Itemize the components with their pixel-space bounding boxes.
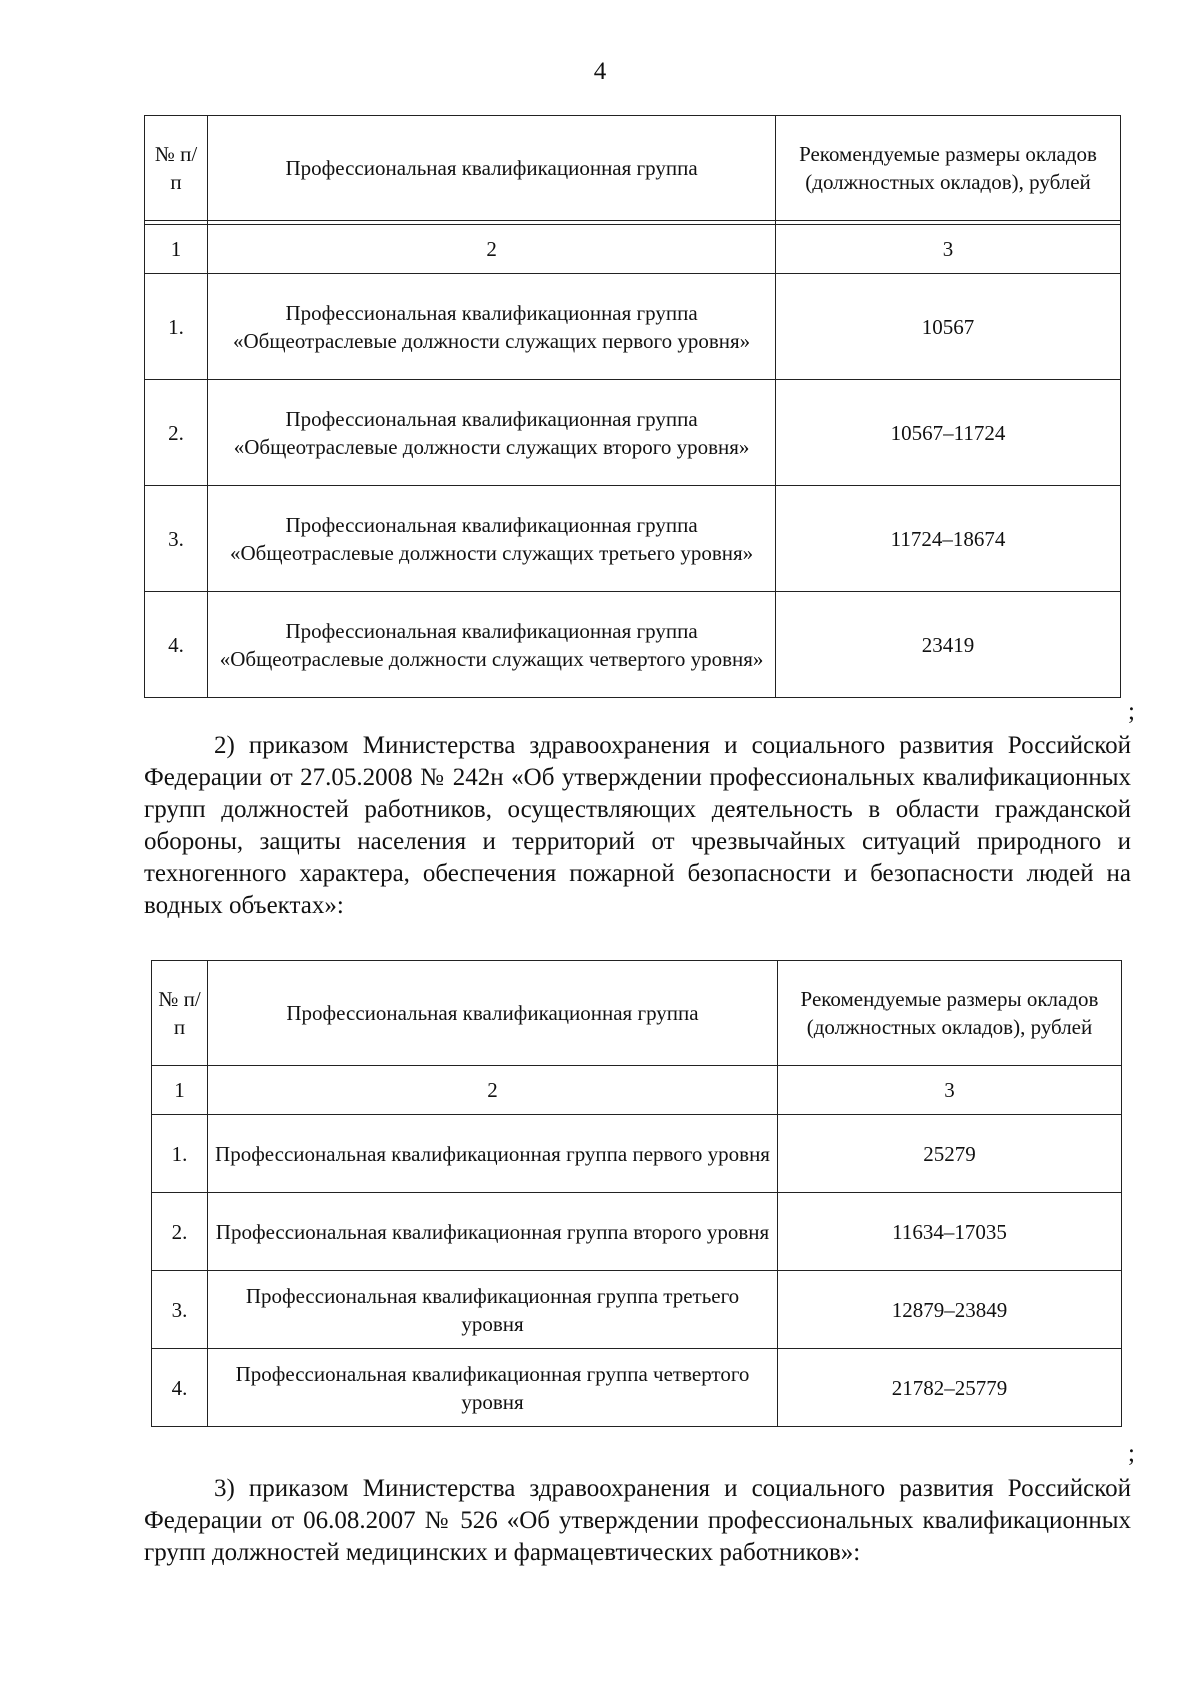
row-salary: 11634–17035 [778,1193,1122,1271]
column-number-2: 2 [208,225,776,274]
table-1-semicolon: ; [1128,698,1135,725]
table-header-row [145,116,1121,221]
row-number: 2. [152,1193,208,1271]
page-number: 4 [593,58,607,85]
column-number-2: 2 [208,1066,778,1115]
row-number: 2. [145,380,208,486]
column-number-1: 1 [145,225,208,274]
row-group: Профессиональная квалификационная группа четвертого уровня [208,1349,778,1427]
row-group: Профессиональная квалификационная группа «Общеотраслевые должности служащих второго уровня» [208,380,776,486]
row-number: 1. [152,1115,208,1193]
row-group: Профессиональная квалификационная группа второго уровня [208,1193,778,1271]
row-salary: 10567 [776,274,1121,380]
table-row [145,274,1121,380]
column-number-3: 3 [776,225,1121,274]
salary-table-1 [144,115,1121,698]
column-number-row [152,1066,1122,1115]
header-salary: Рекомендуемые размеры окладов (должностных окладов), рублей [778,961,1122,1066]
paragraph-item-2: 2) приказом Министерства здравоохранения и социального развития Российской Федерации от 27.05.2008 № 242н «Об утверждении профессиональных квалификационных групп должностей работников, осуществляющих деятельность в области гражданской обороны, защиты населения и территорий от чрезвычайных ситуаций природного и техногенного характера, обеспечения пожарной безопасности и безопасности людей на водных объектах»: [144,732,1131,919]
row-group: Профессиональная квалификационная группа «Общеотраслевые должности служащих четвертого уровня» [208,592,776,698]
table-2-semicolon: ; [1128,1440,1135,1467]
row-salary: 11724–18674 [776,486,1121,592]
row-group: Профессиональная квалификационная группа третьего уровня [208,1271,778,1349]
row-number: 3. [152,1271,208,1349]
table-header-row [152,961,1122,1066]
row-group: Профессиональная квалификационная группа первого уровня [208,1115,778,1193]
row-group: Профессиональная квалификационная группа «Общеотраслевые должности служащих третьего уровня» [208,486,776,592]
table-row [152,1349,1122,1427]
row-number: 1. [145,274,208,380]
row-salary: 12879–23849 [778,1271,1122,1349]
row-number: 3. [145,486,208,592]
row-salary: 25279 [778,1115,1122,1193]
row-number: 4. [145,592,208,698]
table-row [145,380,1121,486]
table-row [145,592,1121,698]
row-number: 4. [152,1349,208,1427]
header-salary: Рекомендуемые размеры окладов (должностных окладов), рублей [776,116,1121,221]
header-group: Профессиональная квалификационная группа [208,116,776,221]
salary-table-2 [151,960,1122,1427]
row-salary: 10567–11724 [776,380,1121,486]
table-row [152,1115,1122,1193]
header-number: № п/п [145,116,208,221]
paragraph-item-3: 3) приказом Министерства здравоохранения и социального развития Российской Федерации от 06.08.2007 № 526 «Об утверждении профессиональных квалификационных групп должностей медицинских и фармацевтических работников»: [144,1475,1131,1566]
header-group: Профессиональная квалификационная группа [208,961,778,1066]
table-row [152,1193,1122,1271]
row-salary: 21782–25779 [778,1349,1122,1427]
header-number: № п/п [152,961,208,1066]
column-number-row [145,225,1121,274]
column-number-3: 3 [778,1066,1122,1115]
row-group: Профессиональная квалификационная группа «Общеотраслевые должности служащих первого уровня» [208,274,776,380]
table-row [145,486,1121,592]
table-row [152,1271,1122,1349]
row-salary: 23419 [776,592,1121,698]
column-number-1: 1 [152,1066,208,1115]
